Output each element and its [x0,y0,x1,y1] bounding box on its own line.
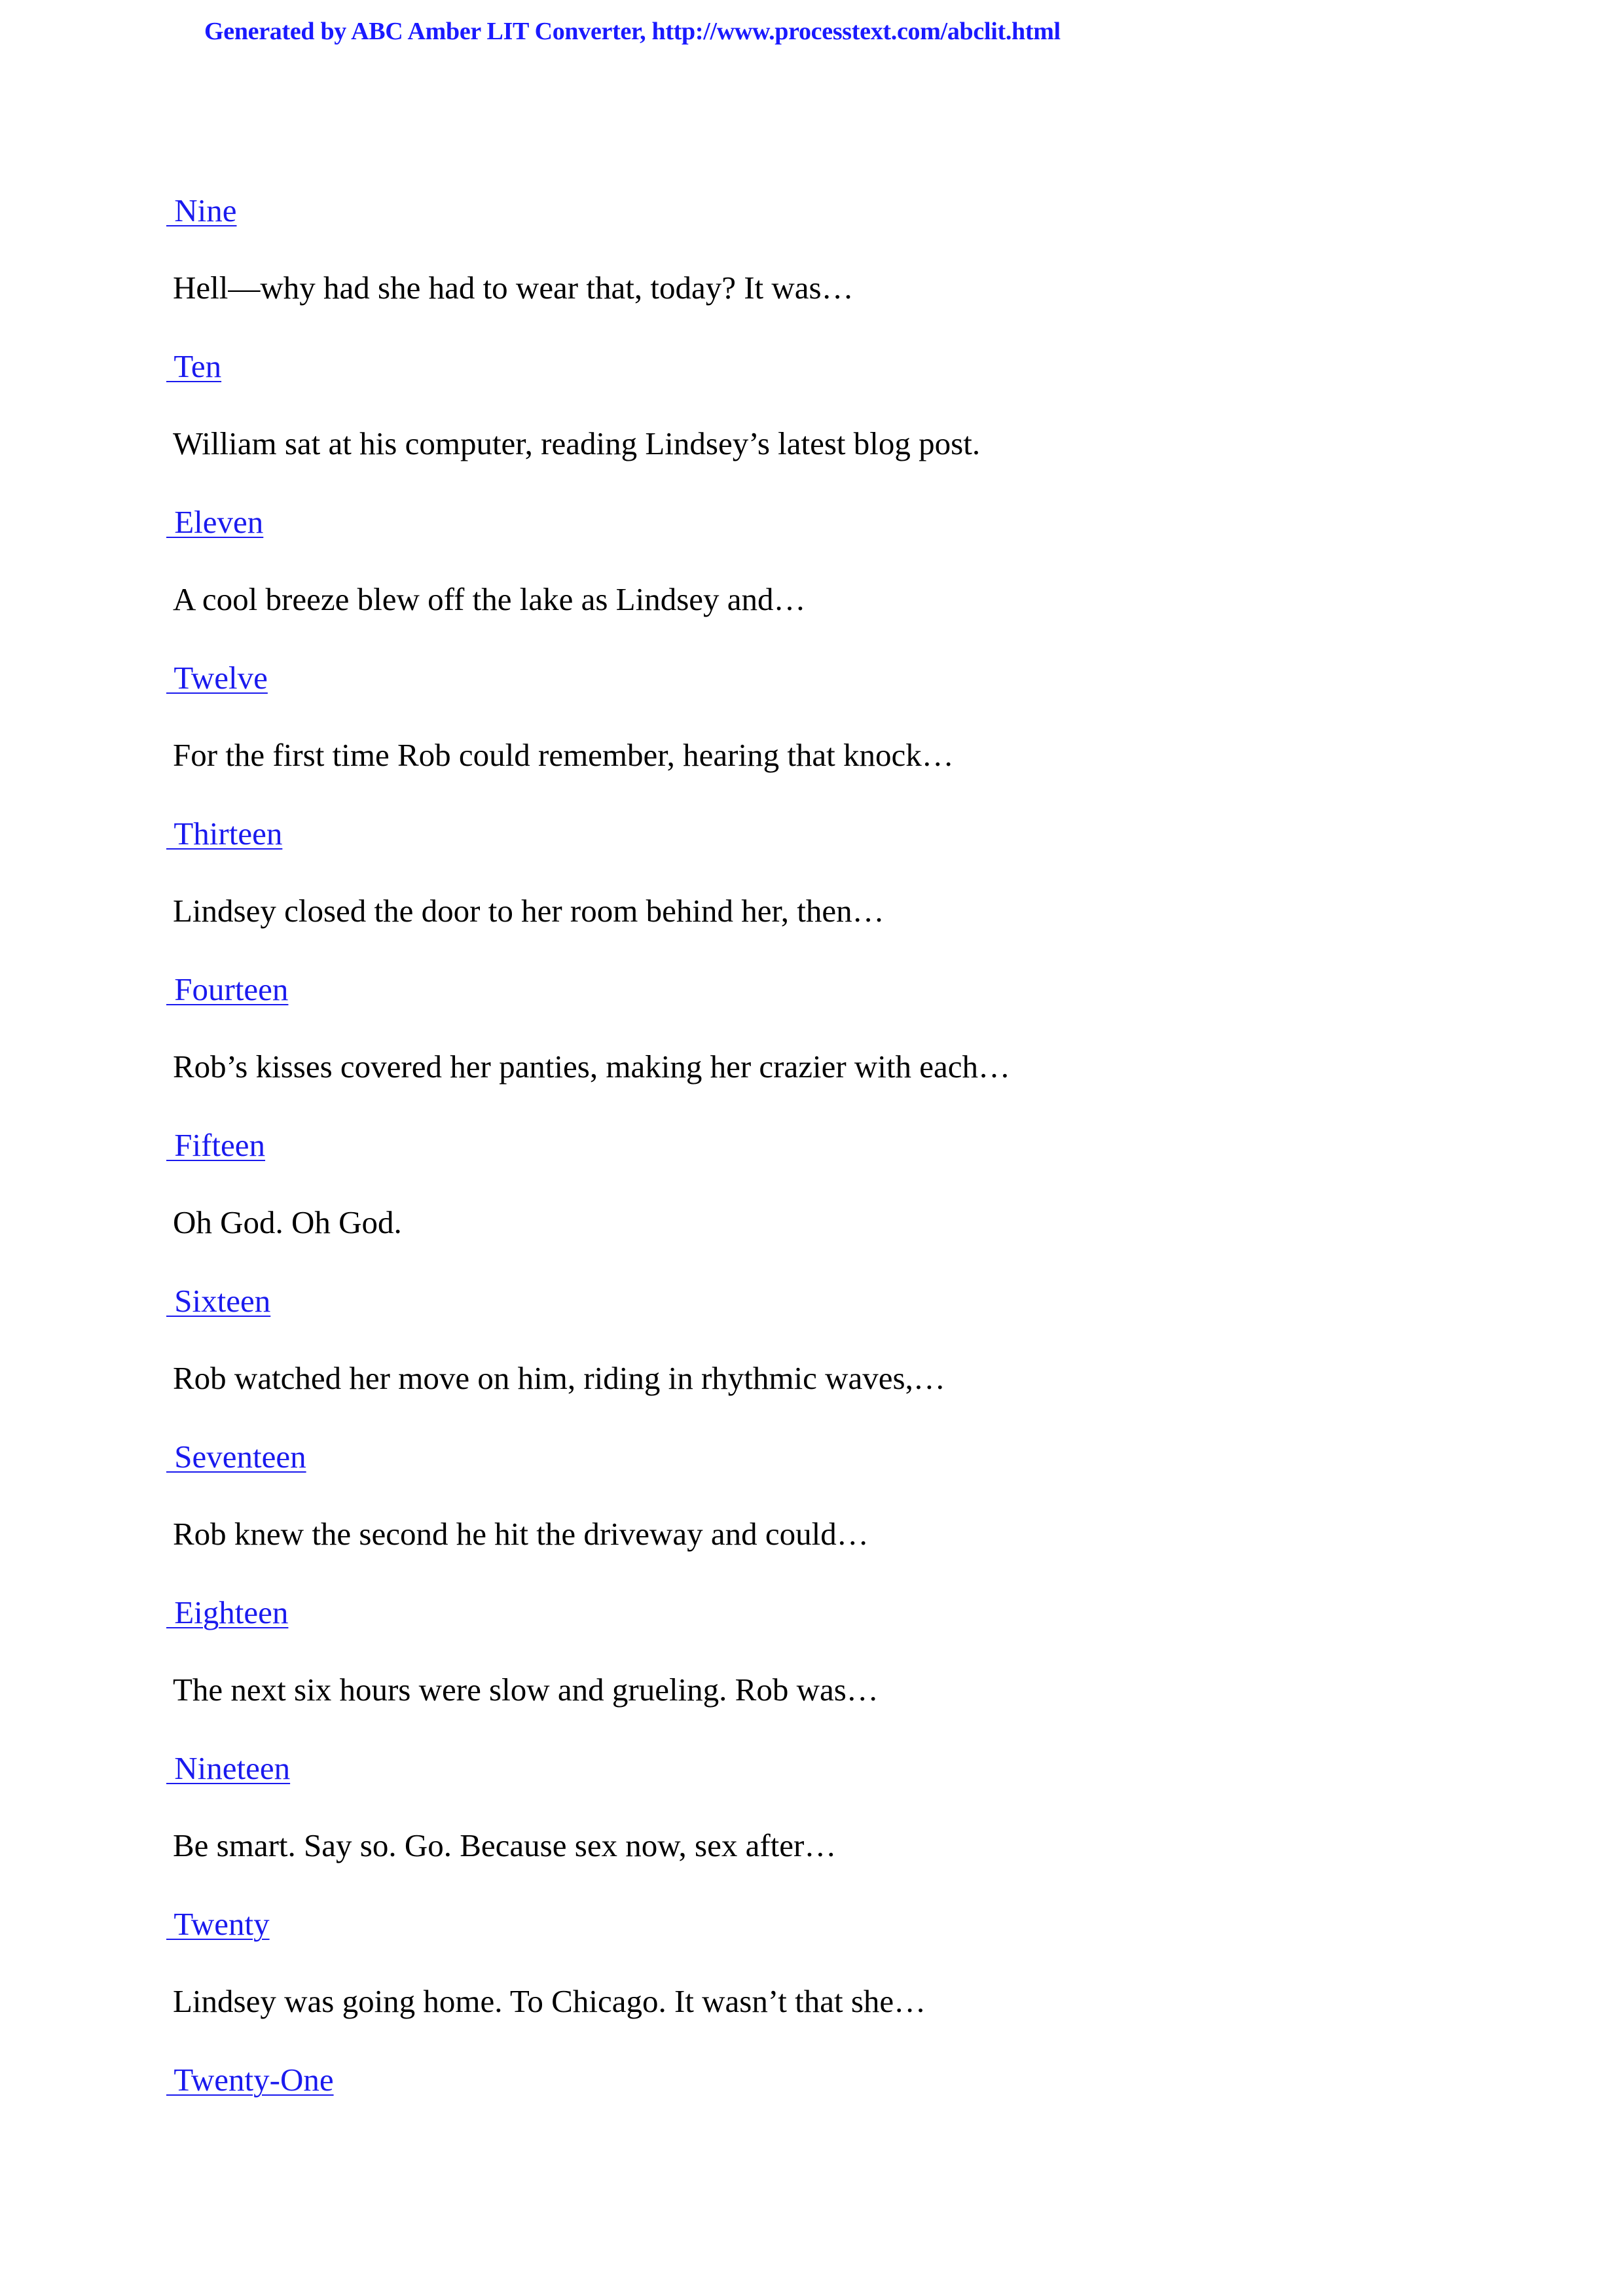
toc-entry-ten [166,346,1476,501]
chapter-excerpt: Rob watched her move on him, riding in rhythmic waves,… [173,1360,945,1396]
chapter-excerpt: Be smart. Say so. Go. Because sex now, sex after… [173,1827,837,1863]
chapter-link-twenty-one[interactable]: Twenty-One [166,2062,334,2098]
chapter-link-nineteen[interactable]: Nineteen [166,1750,291,1786]
chapter-excerpt: Lindsey closed the door to her room behind her, then… [173,893,884,929]
chapter-excerpt: The next six hours were slow and grueling. Rob was… [173,1672,879,1708]
chapter-link-seventeen[interactable]: Seventeen [166,1439,306,1475]
chapter-excerpt: Lindsey was going home. To Chicago. It wasn’t that she… [173,1983,926,2019]
chapter-link-twelve[interactable]: Twelve [166,660,268,696]
chapter-link-eleven[interactable]: Eleven [166,504,264,540]
chapter-link-eighteen[interactable]: Eighteen [166,1594,289,1630]
chapter-link-fourteen[interactable]: Fourteen [166,971,289,1007]
chapter-excerpt: A cool breeze blew off the lake as Lindsey and… [173,581,806,617]
chapter-excerpt: Rob knew the second he hit the driveway and could… [173,1516,869,1552]
toc-entry-nine [166,190,1476,346]
chapter-excerpt: For the first time Rob could remember, hearing that knock… [173,737,954,773]
toc-entry-nineteen [166,1748,1476,1903]
chapter-excerpt: Oh God. Oh God. [173,1204,402,1240]
toc-entry-sixteen [166,1280,1476,1436]
chapter-link-twenty[interactable]: Twenty [166,1906,270,1942]
chapter-link-nine[interactable]: Nine [166,192,237,228]
table-of-contents [166,190,1476,2215]
toc-entry-twelve [166,657,1476,813]
converter-banner-link[interactable]: Generated by ABC Amber LIT Converter, http://www.processtext.com/abclit.html [204,18,1061,45]
chapter-excerpt: William sat at his computer, reading Lindsey’s latest blog post. [173,425,981,461]
chapter-excerpt: Rob’s kisses covered her panties, making her crazier with each… [173,1049,1011,1085]
toc-entry-eighteen [166,1592,1476,1748]
toc-entry-eleven [166,501,1476,657]
chapter-link-thirteen[interactable]: Thirteen [166,816,283,852]
toc-entry-thirteen [166,813,1476,969]
chapter-excerpt: Hell—why had she had to wear that, today? It was… [173,270,854,306]
chapter-link-fifteen[interactable]: Fifteen [166,1127,266,1163]
chapter-link-sixteen[interactable]: Sixteen [166,1283,271,1319]
toc-entry-seventeen [166,1436,1476,1592]
toc-entry-twenty-one [166,2059,1476,2215]
toc-entry-fifteen [166,1124,1476,1280]
chapter-link-ten[interactable]: Ten [166,348,222,384]
toc-entry-twenty [166,1903,1476,2059]
toc-entry-fourteen [166,969,1476,1124]
